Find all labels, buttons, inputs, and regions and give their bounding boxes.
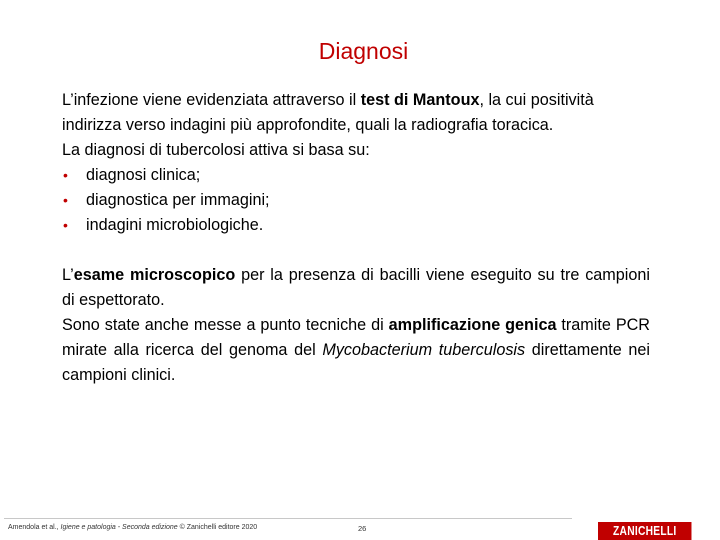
mantoux-test-term: test di Mantoux xyxy=(360,91,480,109)
footer-authors: Amendola et al., xyxy=(8,524,61,531)
paragraph-pcr-text: Sono state anche messe a punto tecniche di xyxy=(62,316,389,334)
paragraph-mantoux-text-end: , la cui positività indirizza verso indagini più approfondite, quali la radiografia toracica. xyxy=(62,91,594,134)
list-item-label: diagnosi clinica; xyxy=(86,166,201,184)
publisher-logo-text: ZANICHELLI xyxy=(613,524,677,538)
paragraph-pcr xyxy=(62,313,650,388)
paragraph-mantoux-text: L’infezione viene evidenziata attraverso il xyxy=(62,91,361,109)
bullet-icon: • xyxy=(63,167,68,183)
footer-citation xyxy=(8,524,257,531)
paragraph-mantoux xyxy=(62,88,650,138)
list-item-label: diagnostica per immagini; xyxy=(86,191,270,209)
diagnosis-list xyxy=(62,163,650,238)
list-item xyxy=(62,163,650,188)
publisher-logo xyxy=(598,522,691,540)
paragraph-diagnosis-intro: La diagnosi di tubercolosi attiva si basa su: xyxy=(62,141,370,159)
paragraph-pcr-text-end: direttamente nei campioni clinici. xyxy=(62,341,651,384)
bullet-icon: • xyxy=(63,217,68,233)
list-item xyxy=(62,213,650,238)
list-item-label: indagini microbiologiche. xyxy=(86,216,264,234)
page-number: 26 xyxy=(358,524,367,533)
list-item xyxy=(62,188,650,213)
microscopy-term: esame microscopico xyxy=(73,266,236,284)
footer-divider xyxy=(4,518,572,519)
slide-title: Diagnosi xyxy=(318,38,409,64)
gene-amplification-term: amplificazione genica xyxy=(388,316,557,334)
bullet-icon: • xyxy=(63,192,68,208)
paragraph-pcr-text-mid: tramite PCR mirate alla ricerca del genoma del xyxy=(62,316,650,359)
paragraph-microscopy-text: L’ xyxy=(62,266,74,284)
paragraph-spacer xyxy=(62,238,650,263)
footer-book-title: Igiene e patologia - Seconda edizione xyxy=(60,524,178,531)
slide-content xyxy=(62,88,650,388)
paragraph-microscopy-text-end: per la presenza di bacilli viene eseguito su tre campioni di espettorato. xyxy=(62,266,650,309)
species-name: Mycobacterium tuberculosis xyxy=(322,341,526,359)
footer-copyright: © Zanichelli editore 2020 xyxy=(177,524,258,531)
paragraph-microscopy xyxy=(62,263,650,313)
